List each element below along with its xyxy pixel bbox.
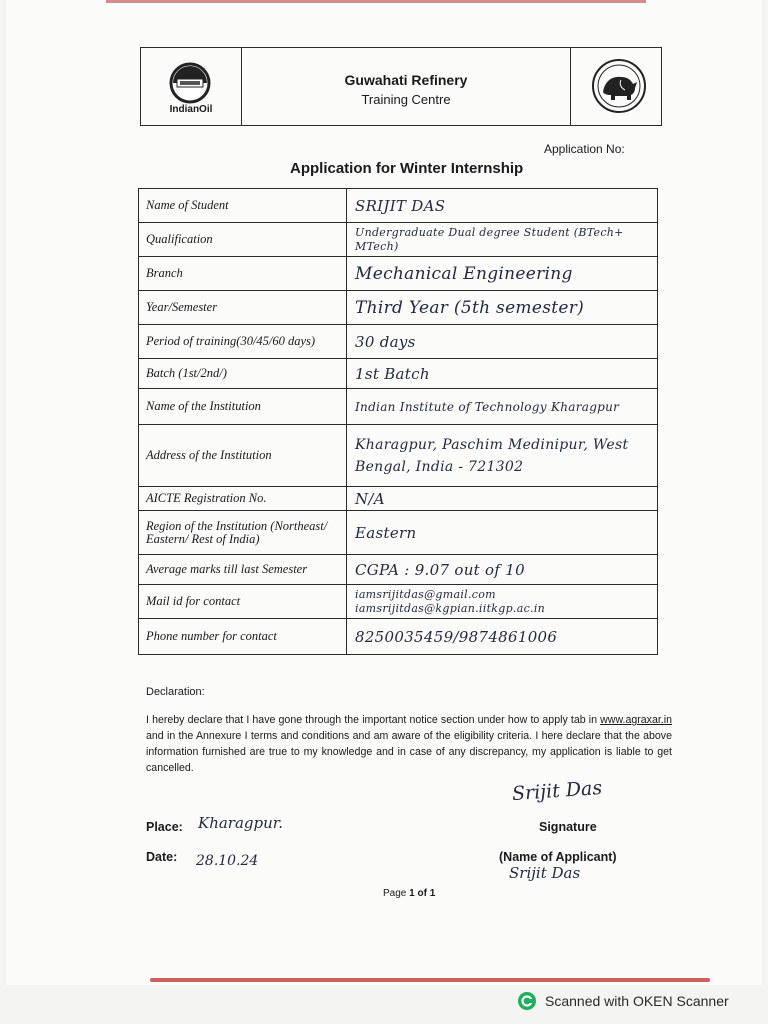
declaration-part-2: and in the Annexure I terms and conditions and am aware of the eligibility criteria. I here declare that the above information furnished are true to my knowledge and in case of any discrepancy, my application is liable to get cancelled. bbox=[146, 730, 672, 774]
place-value: Kharagpur. bbox=[198, 814, 284, 832]
field-label: AICTE Registration No. bbox=[139, 487, 347, 511]
table-row bbox=[139, 555, 658, 585]
field-value: Mechanical Engineering bbox=[347, 257, 658, 291]
field-label: Batch (1st/2nd/) bbox=[139, 359, 347, 389]
table-row bbox=[139, 189, 658, 223]
table-row bbox=[139, 425, 658, 487]
field-label: Phone number for contact bbox=[139, 619, 347, 655]
applicant-handwritten-name: Srijit Das bbox=[509, 864, 581, 882]
website-link[interactable]: www.agraxar.in bbox=[600, 714, 672, 726]
rhino-seal-icon bbox=[591, 58, 647, 114]
table-row bbox=[139, 257, 658, 291]
table-row bbox=[139, 223, 658, 257]
field-label: Name of Student bbox=[139, 189, 347, 223]
field-value: CGPA : 9.07 out of 10 bbox=[347, 555, 658, 585]
field-label: Name of the Institution bbox=[139, 389, 347, 425]
field-label: Region of the Institution (Northeast/ Eastern/ Rest of India) bbox=[139, 511, 347, 555]
field-value: Third Year (5th semester) bbox=[347, 291, 658, 325]
date-value: 28.10.24 bbox=[196, 853, 259, 869]
indianoil-logo-cell bbox=[141, 48, 242, 125]
email-primary: iamsrijitdas@gmail.com bbox=[355, 587, 496, 601]
field-label: Average marks till last Semester bbox=[139, 555, 347, 585]
form-title: Application for Winter Internship bbox=[290, 160, 524, 177]
seal-cell bbox=[570, 48, 661, 125]
letterhead bbox=[140, 47, 662, 126]
email-secondary: iamsrijitdas@kgpian.iitkgp.ac.in bbox=[355, 601, 546, 615]
applicant-name-label: (Name of Applicant) bbox=[499, 850, 617, 864]
field-label: Period of training(30/45/60 days) bbox=[139, 325, 347, 359]
place-label: Place: bbox=[146, 820, 183, 834]
application-number-label: Application No: bbox=[544, 142, 625, 156]
scanner-logo-icon bbox=[517, 991, 537, 1011]
application-form-table bbox=[138, 188, 658, 655]
field-value-cell bbox=[347, 585, 658, 619]
table-row bbox=[139, 585, 658, 619]
field-value: 8250035459/9874861006 bbox=[347, 619, 658, 655]
field-label: Mail id for contact bbox=[139, 585, 347, 619]
indianoil-logo-text: IndianOil bbox=[169, 104, 213, 115]
field-value: 30 days bbox=[347, 325, 658, 359]
field-label: Qualification bbox=[139, 223, 347, 257]
field-value: Indian Institute of Technology Kharagpur bbox=[347, 389, 658, 425]
table-row bbox=[139, 389, 658, 425]
field-value: Kharagpur, Paschim Medinipur, West Bengal, India - 721302 bbox=[347, 425, 658, 487]
indianoil-logo-icon bbox=[169, 62, 211, 104]
scanner-text: Scanned with OKEN Scanner bbox=[545, 993, 729, 1009]
declaration-heading: Declaration: bbox=[146, 686, 205, 698]
table-row bbox=[139, 487, 658, 511]
field-label: Address of the Institution bbox=[139, 425, 347, 487]
handwritten-signature: Srijit Das bbox=[511, 776, 603, 806]
bottom-edge-mark bbox=[150, 978, 710, 982]
field-value: N/A bbox=[347, 487, 658, 511]
signature-label: Signature bbox=[539, 820, 597, 834]
field-label: Year/Semester bbox=[139, 291, 347, 325]
declaration-text bbox=[146, 712, 672, 776]
page-number bbox=[383, 888, 435, 899]
top-edge-mark bbox=[106, 0, 646, 3]
refinery-title: Guwahati Refinery bbox=[344, 72, 468, 88]
field-value: 1st Batch bbox=[347, 359, 658, 389]
table-row bbox=[139, 359, 658, 389]
declaration-part-1: I hereby declare that I have gone through the important notice section under how to apply tab in bbox=[146, 714, 601, 726]
scanner-badge bbox=[517, 990, 729, 1012]
table-row bbox=[139, 511, 658, 555]
field-label: Branch bbox=[139, 257, 347, 291]
date-label: Date: bbox=[146, 850, 178, 864]
page-prefix: Page bbox=[383, 888, 410, 899]
field-value: SRIJIT DAS bbox=[347, 189, 658, 223]
table-row bbox=[139, 619, 658, 655]
field-value: Eastern bbox=[347, 511, 658, 555]
page-count: 1 of 1 bbox=[409, 888, 436, 899]
table-row bbox=[139, 325, 658, 359]
field-value: Undergraduate Dual degree Student (BTech+ MTech) bbox=[347, 223, 658, 257]
table-row bbox=[139, 291, 658, 325]
training-centre-subtitle: Training Centre bbox=[361, 92, 451, 107]
